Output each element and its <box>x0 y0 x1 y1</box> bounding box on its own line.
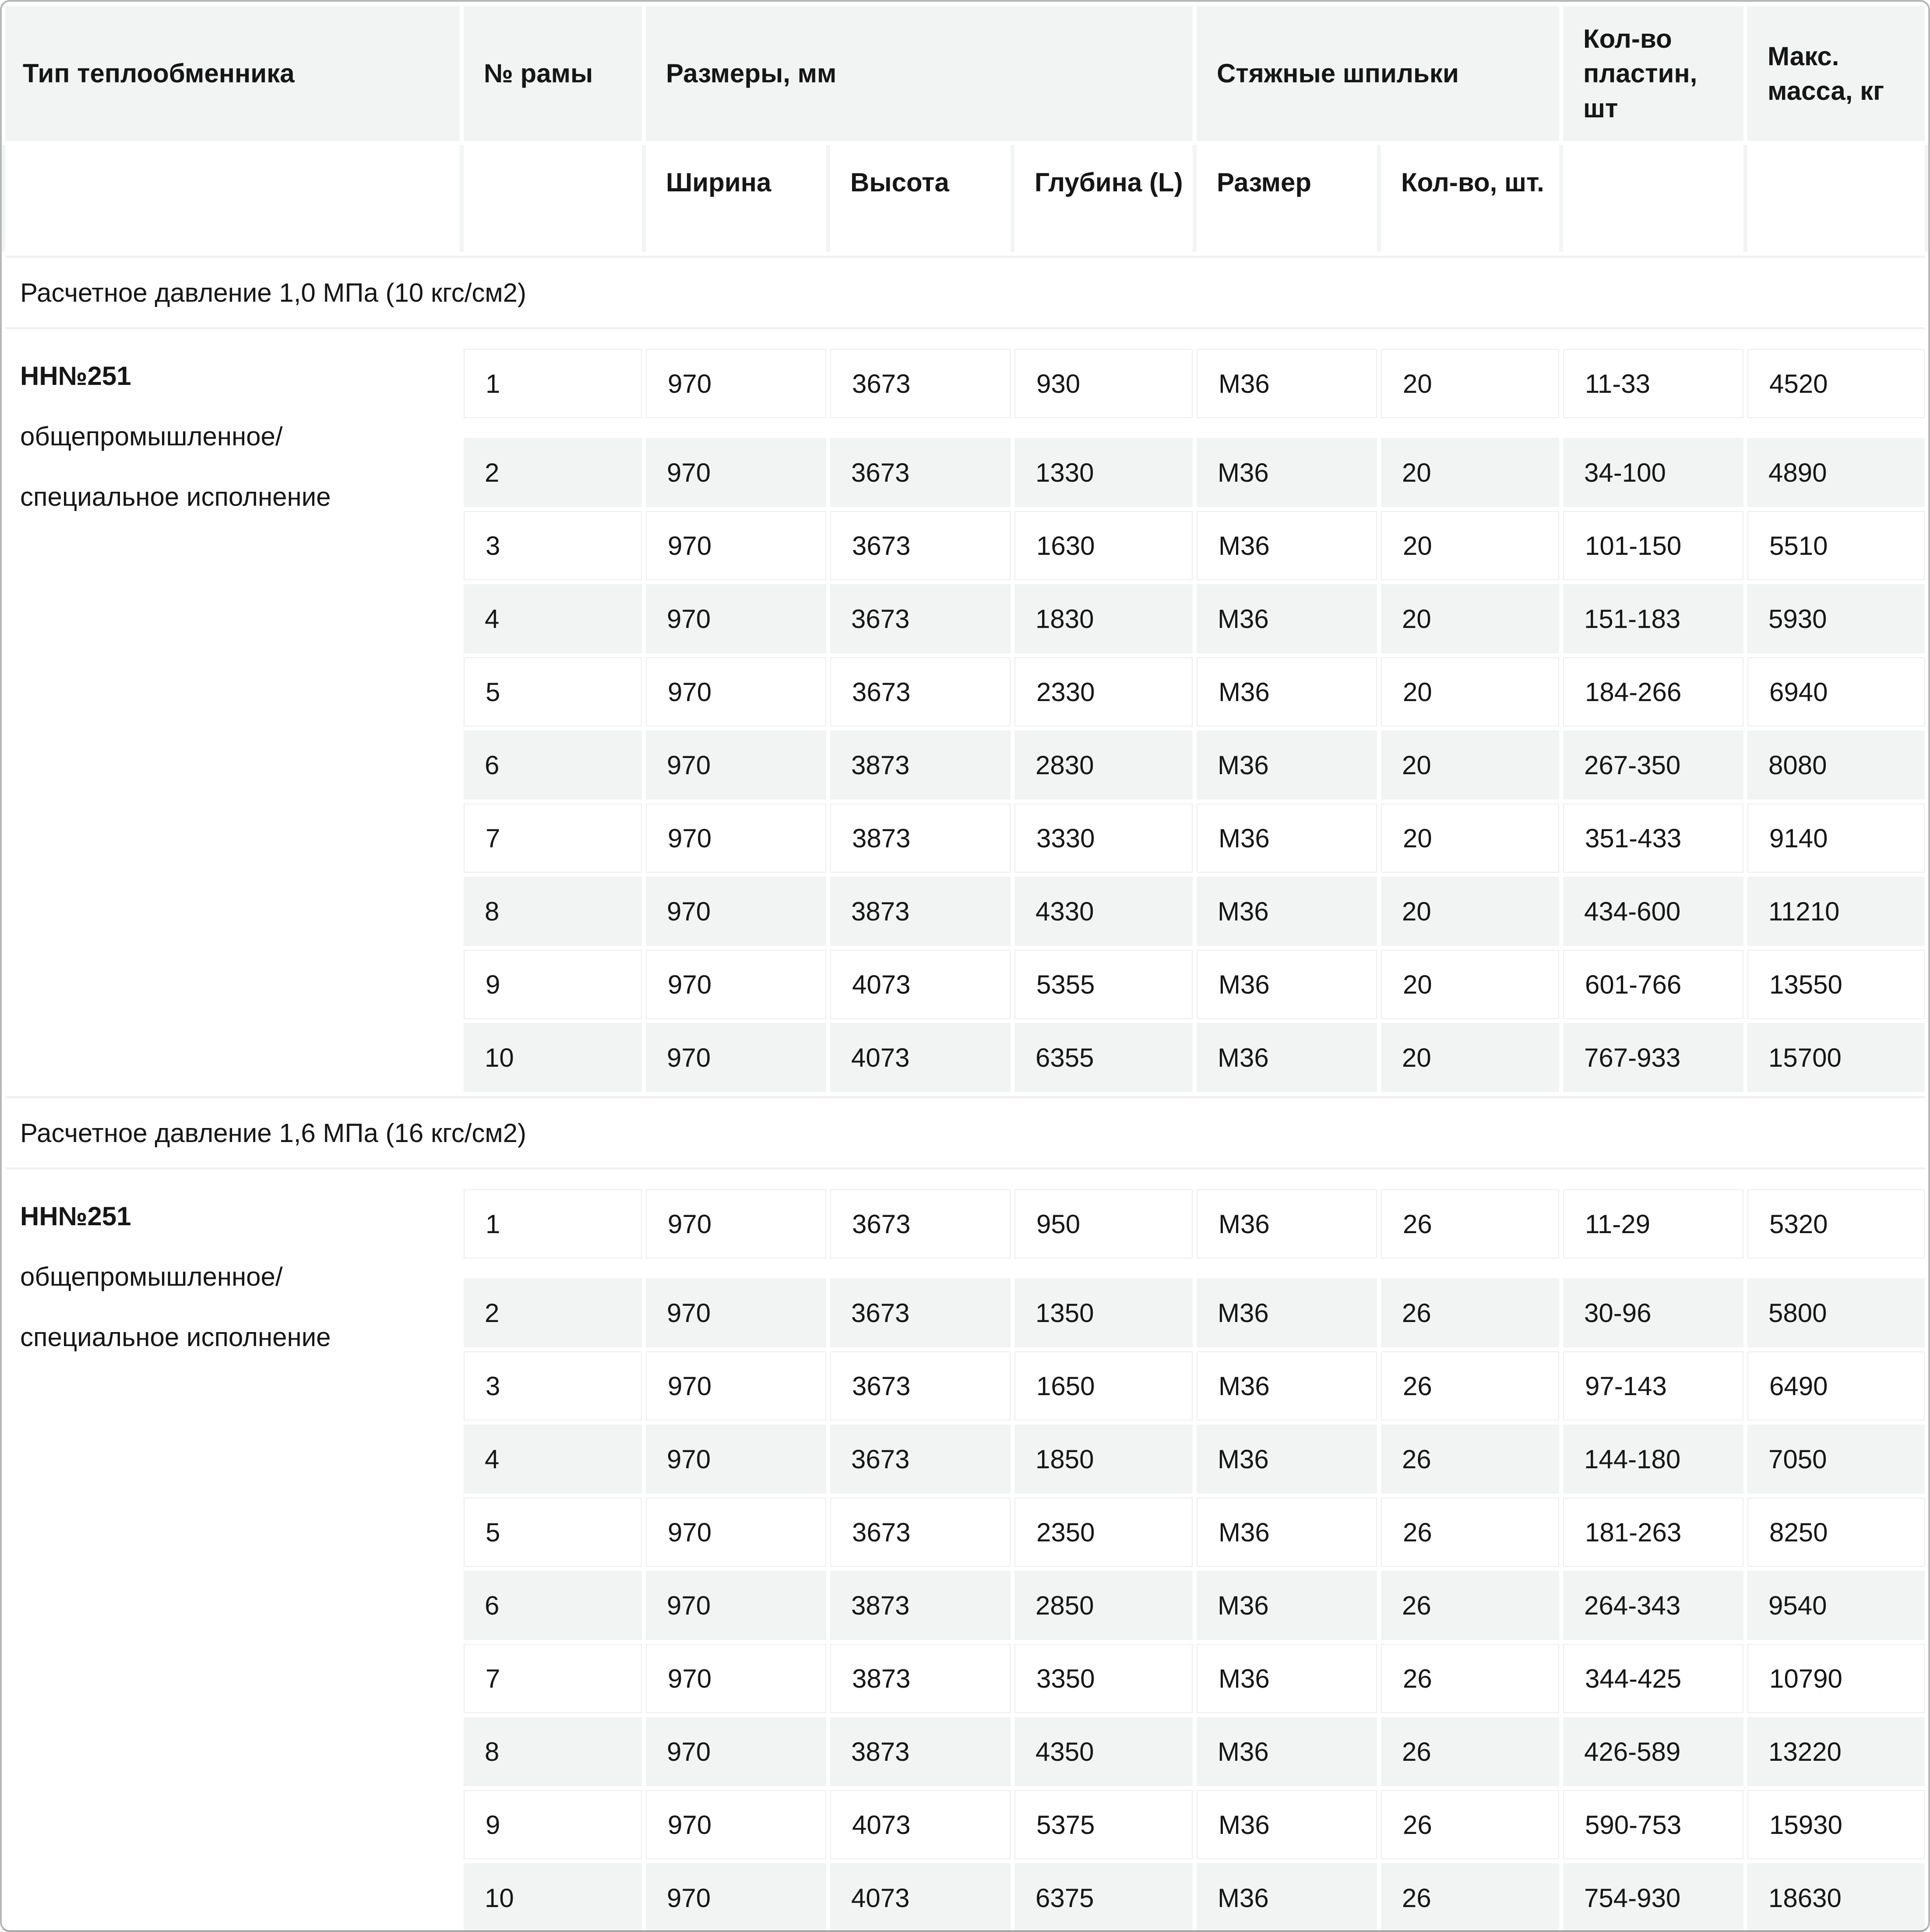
exchanger-type-desc: специальное исполнение <box>20 482 331 511</box>
data-cell: 20 <box>1381 511 1559 580</box>
data-cell: 144-180 <box>1563 1424 1743 1494</box>
data-cell: 20 <box>1381 804 1559 873</box>
data-cell: 970 <box>646 1790 826 1859</box>
data-cell: 3873 <box>830 1644 1011 1713</box>
data-cell: М36 <box>1197 1717 1377 1786</box>
data-cell: 20 <box>1381 349 1559 418</box>
data-cell: 3330 <box>1014 804 1193 873</box>
data-cell: 2830 <box>1014 730 1193 800</box>
data-cell: 10 <box>464 1863 642 1932</box>
data-cell: 1350 <box>1014 1278 1193 1347</box>
data-cell: 3 <box>464 511 642 580</box>
subheader-empty-mass <box>1747 145 1925 252</box>
data-cell: 8 <box>464 877 642 946</box>
data-cell: 426-589 <box>1563 1717 1743 1786</box>
data-cell: 8080 <box>1747 730 1925 800</box>
exchanger-type-desc: специальное исполнение <box>20 1322 331 1352</box>
data-cell: 34-100 <box>1563 438 1743 507</box>
data-cell: 1830 <box>1014 584 1193 653</box>
data-cell: 970 <box>646 511 826 580</box>
data-cell: 26 <box>1381 1790 1559 1859</box>
data-cell: 26 <box>1381 1717 1559 1786</box>
data-cell: 5355 <box>1014 950 1193 1019</box>
data-cell: 344-425 <box>1563 1644 1743 1713</box>
data-cell: М36 <box>1197 438 1377 507</box>
subheader-width: Ширина <box>646 145 826 252</box>
data-cell: М36 <box>1197 950 1377 1019</box>
data-cell: М36 <box>1197 1863 1377 1932</box>
data-cell: 8250 <box>1747 1498 1925 1567</box>
data-cell: 970 <box>646 1863 826 1932</box>
data-cell: 970 <box>646 950 826 1019</box>
data-cell: 97-143 <box>1563 1351 1743 1421</box>
data-cell: 26 <box>1381 1863 1559 1932</box>
data-cell: 13220 <box>1747 1717 1925 1786</box>
data-cell: 7 <box>464 1644 642 1713</box>
data-cell: 970 <box>646 1351 826 1421</box>
data-cell: 4 <box>464 584 642 653</box>
data-cell: М36 <box>1197 1189 1377 1259</box>
data-cell: 20 <box>1381 584 1559 653</box>
data-cell: 5320 <box>1747 1189 1925 1259</box>
data-cell: 20 <box>1381 1023 1559 1092</box>
data-cell: 4890 <box>1747 438 1925 507</box>
subheader-stud-qty: Кол-во, шт. <box>1381 145 1559 252</box>
data-cell: 3673 <box>830 657 1011 726</box>
data-cell: 970 <box>646 877 826 946</box>
data-cell: 10 <box>464 1023 642 1092</box>
data-cell: 930 <box>1014 349 1193 418</box>
data-cell: 3873 <box>830 1571 1011 1640</box>
data-cell: 970 <box>646 1278 826 1347</box>
data-cell: 264-343 <box>1563 1571 1743 1640</box>
data-cell: 3673 <box>830 349 1011 418</box>
data-cell: 5800 <box>1747 1278 1925 1347</box>
data-cell: 6375 <box>1014 1863 1193 1932</box>
data-cell: 6 <box>464 1571 642 1640</box>
data-cell: М36 <box>1197 804 1377 873</box>
data-cell: М36 <box>1197 657 1377 726</box>
data-cell: 20 <box>1381 877 1559 946</box>
data-cell: М36 <box>1197 1790 1377 1859</box>
data-cell: 6 <box>464 730 642 800</box>
section-title: Расчетное давление 1,0 МПа (10 кгс/см2) <box>5 256 1925 329</box>
data-cell: М36 <box>1197 1424 1377 1494</box>
data-cell: 5510 <box>1747 511 1925 580</box>
data-cell: 970 <box>646 584 826 653</box>
data-cell: 970 <box>646 657 826 726</box>
data-cell: 9 <box>464 950 642 1019</box>
column-header-dimensions-group: Размеры, мм <box>646 6 1193 141</box>
data-cell: М36 <box>1197 1571 1377 1640</box>
data-cell: 434-600 <box>1563 877 1743 946</box>
data-cell: 151-183 <box>1563 584 1743 653</box>
column-header-mass: Макс. масса, кг <box>1747 6 1925 141</box>
data-cell: 20 <box>1381 730 1559 800</box>
exchanger-type-name: НН№251 <box>20 1202 131 1231</box>
data-cell: 4520 <box>1747 349 1925 418</box>
column-header-type: Тип теплообменника <box>5 6 460 141</box>
data-cell: 1650 <box>1014 1351 1193 1421</box>
data-cell: 3 <box>464 1351 642 1421</box>
data-cell: 4350 <box>1014 1717 1193 1786</box>
data-cell: 184-266 <box>1563 657 1743 726</box>
data-cell: 10790 <box>1747 1644 1925 1713</box>
data-cell: 970 <box>646 1717 826 1786</box>
exchanger-type-name: НН№251 <box>20 361 131 391</box>
data-cell: 590-753 <box>1563 1790 1743 1859</box>
data-cell: 9140 <box>1747 804 1925 873</box>
data-cell: 18630 <box>1747 1863 1925 1932</box>
data-cell: 3673 <box>830 1351 1011 1421</box>
data-cell: 9 <box>464 1790 642 1859</box>
data-cell: 1630 <box>1014 511 1193 580</box>
data-cell: 970 <box>646 1424 826 1494</box>
exchanger-type-desc: общепромышленное/ <box>20 422 283 451</box>
data-cell: 970 <box>646 1644 826 1713</box>
subheader-empty-type <box>5 145 460 252</box>
data-cell: 3873 <box>830 804 1011 873</box>
data-cell: 26 <box>1381 1424 1559 1494</box>
data-cell: 5 <box>464 1498 642 1567</box>
data-cell: 3673 <box>830 438 1011 507</box>
data-cell: 2 <box>464 438 642 507</box>
data-cell: 26 <box>1381 1189 1559 1259</box>
data-cell: 2 <box>464 1278 642 1347</box>
data-cell: М36 <box>1197 349 1377 418</box>
data-cell: 4330 <box>1014 877 1193 946</box>
exchanger-type-desc: общепромышленное/ <box>20 1262 283 1291</box>
data-cell: 3873 <box>830 730 1011 800</box>
data-cell: 20 <box>1381 657 1559 726</box>
data-cell: 9540 <box>1747 1571 1925 1640</box>
data-cell: 754-930 <box>1563 1863 1743 1932</box>
data-cell: М36 <box>1197 1278 1377 1347</box>
data-cell: 970 <box>646 1571 826 1640</box>
data-cell: 3673 <box>830 511 1011 580</box>
section-title: Расчетное давление 1,6 МПа (16 кгс/см2) <box>5 1096 1925 1170</box>
data-cell: 2850 <box>1014 1571 1193 1640</box>
data-cell: 4073 <box>830 1863 1011 1932</box>
data-cell: 1850 <box>1014 1424 1193 1494</box>
data-cell: 1 <box>464 1189 642 1259</box>
data-cell: 6355 <box>1014 1023 1193 1092</box>
data-cell: 26 <box>1381 1498 1559 1567</box>
data-cell: 1 <box>464 349 642 418</box>
data-cell: М36 <box>1197 1498 1377 1567</box>
data-cell: 3673 <box>830 1424 1011 1494</box>
data-cell: 181-263 <box>1563 1498 1743 1567</box>
data-cell: 2350 <box>1014 1498 1193 1567</box>
column-header-studs-group: Стяжные шпильки <box>1197 6 1559 141</box>
data-cell: 8 <box>464 1717 642 1786</box>
data-cell: 1330 <box>1014 438 1193 507</box>
data-cell: 11210 <box>1747 877 1925 946</box>
data-cell: 3673 <box>830 584 1011 653</box>
data-cell: 5375 <box>1014 1790 1193 1859</box>
data-cell: 2330 <box>1014 657 1193 726</box>
data-cell: 26 <box>1381 1351 1559 1421</box>
subheader-empty-frame <box>464 145 642 252</box>
data-cell: 601-766 <box>1563 950 1743 1019</box>
data-cell: 950 <box>1014 1189 1193 1259</box>
data-cell: 6940 <box>1747 657 1925 726</box>
data-cell: 26 <box>1381 1571 1559 1640</box>
data-cell: 15930 <box>1747 1790 1925 1859</box>
data-cell: 351-433 <box>1563 804 1743 873</box>
data-cell: 970 <box>646 804 826 873</box>
subheader-height: Высота <box>830 145 1011 252</box>
subheader-depth: Глубина (L) <box>1014 145 1193 252</box>
data-cell: 11-33 <box>1563 349 1743 418</box>
column-header-frame: № рамы <box>464 6 642 141</box>
data-cell: 970 <box>646 1189 826 1259</box>
data-cell: 13550 <box>1747 950 1925 1019</box>
data-cell: 3873 <box>830 877 1011 946</box>
data-cell: 3673 <box>830 1498 1011 1567</box>
data-cell: 5 <box>464 657 642 726</box>
data-cell: 4073 <box>830 950 1011 1019</box>
data-cell: 101-150 <box>1563 511 1743 580</box>
data-cell: 7050 <box>1747 1424 1925 1494</box>
data-cell: 767-933 <box>1563 1023 1743 1092</box>
data-cell: М36 <box>1197 1023 1377 1092</box>
data-cell: 3350 <box>1014 1644 1193 1713</box>
data-cell: 970 <box>646 1023 826 1092</box>
data-cell: 5930 <box>1747 584 1925 653</box>
data-cell: 26 <box>1381 1278 1559 1347</box>
data-cell: 3873 <box>830 1717 1011 1786</box>
spec-table-grid <box>2 2 1928 1932</box>
subheader-empty-plates <box>1563 145 1743 252</box>
subheader-stud-size: Размер <box>1197 145 1377 252</box>
data-cell: 4073 <box>830 1790 1011 1859</box>
data-cell: 20 <box>1381 438 1559 507</box>
data-cell: 3673 <box>830 1278 1011 1347</box>
data-cell: 267-350 <box>1563 730 1743 800</box>
data-cell: 4073 <box>830 1023 1011 1092</box>
data-cell: М36 <box>1197 877 1377 946</box>
data-cell: 4 <box>464 1424 642 1494</box>
data-cell: 11-29 <box>1563 1189 1743 1259</box>
data-cell: 970 <box>646 438 826 507</box>
exchanger-type-cell <box>5 1174 460 1932</box>
data-cell: 20 <box>1381 950 1559 1019</box>
data-cell: 3673 <box>830 1189 1011 1259</box>
data-cell: 970 <box>646 349 826 418</box>
data-cell: 15700 <box>1747 1023 1925 1092</box>
data-cell: М36 <box>1197 511 1377 580</box>
column-header-plates: Кол-во пластин, шт <box>1563 6 1743 141</box>
data-cell: М36 <box>1197 730 1377 800</box>
data-cell: М36 <box>1197 1644 1377 1713</box>
data-cell: 6490 <box>1747 1351 1925 1421</box>
exchanger-type-cell <box>5 333 460 1092</box>
data-cell: М36 <box>1197 1351 1377 1421</box>
data-cell: 970 <box>646 730 826 800</box>
data-cell: 7 <box>464 804 642 873</box>
data-cell: 30-96 <box>1563 1278 1743 1347</box>
data-cell: 26 <box>1381 1644 1559 1713</box>
data-cell: М36 <box>1197 584 1377 653</box>
data-cell: 970 <box>646 1498 826 1567</box>
